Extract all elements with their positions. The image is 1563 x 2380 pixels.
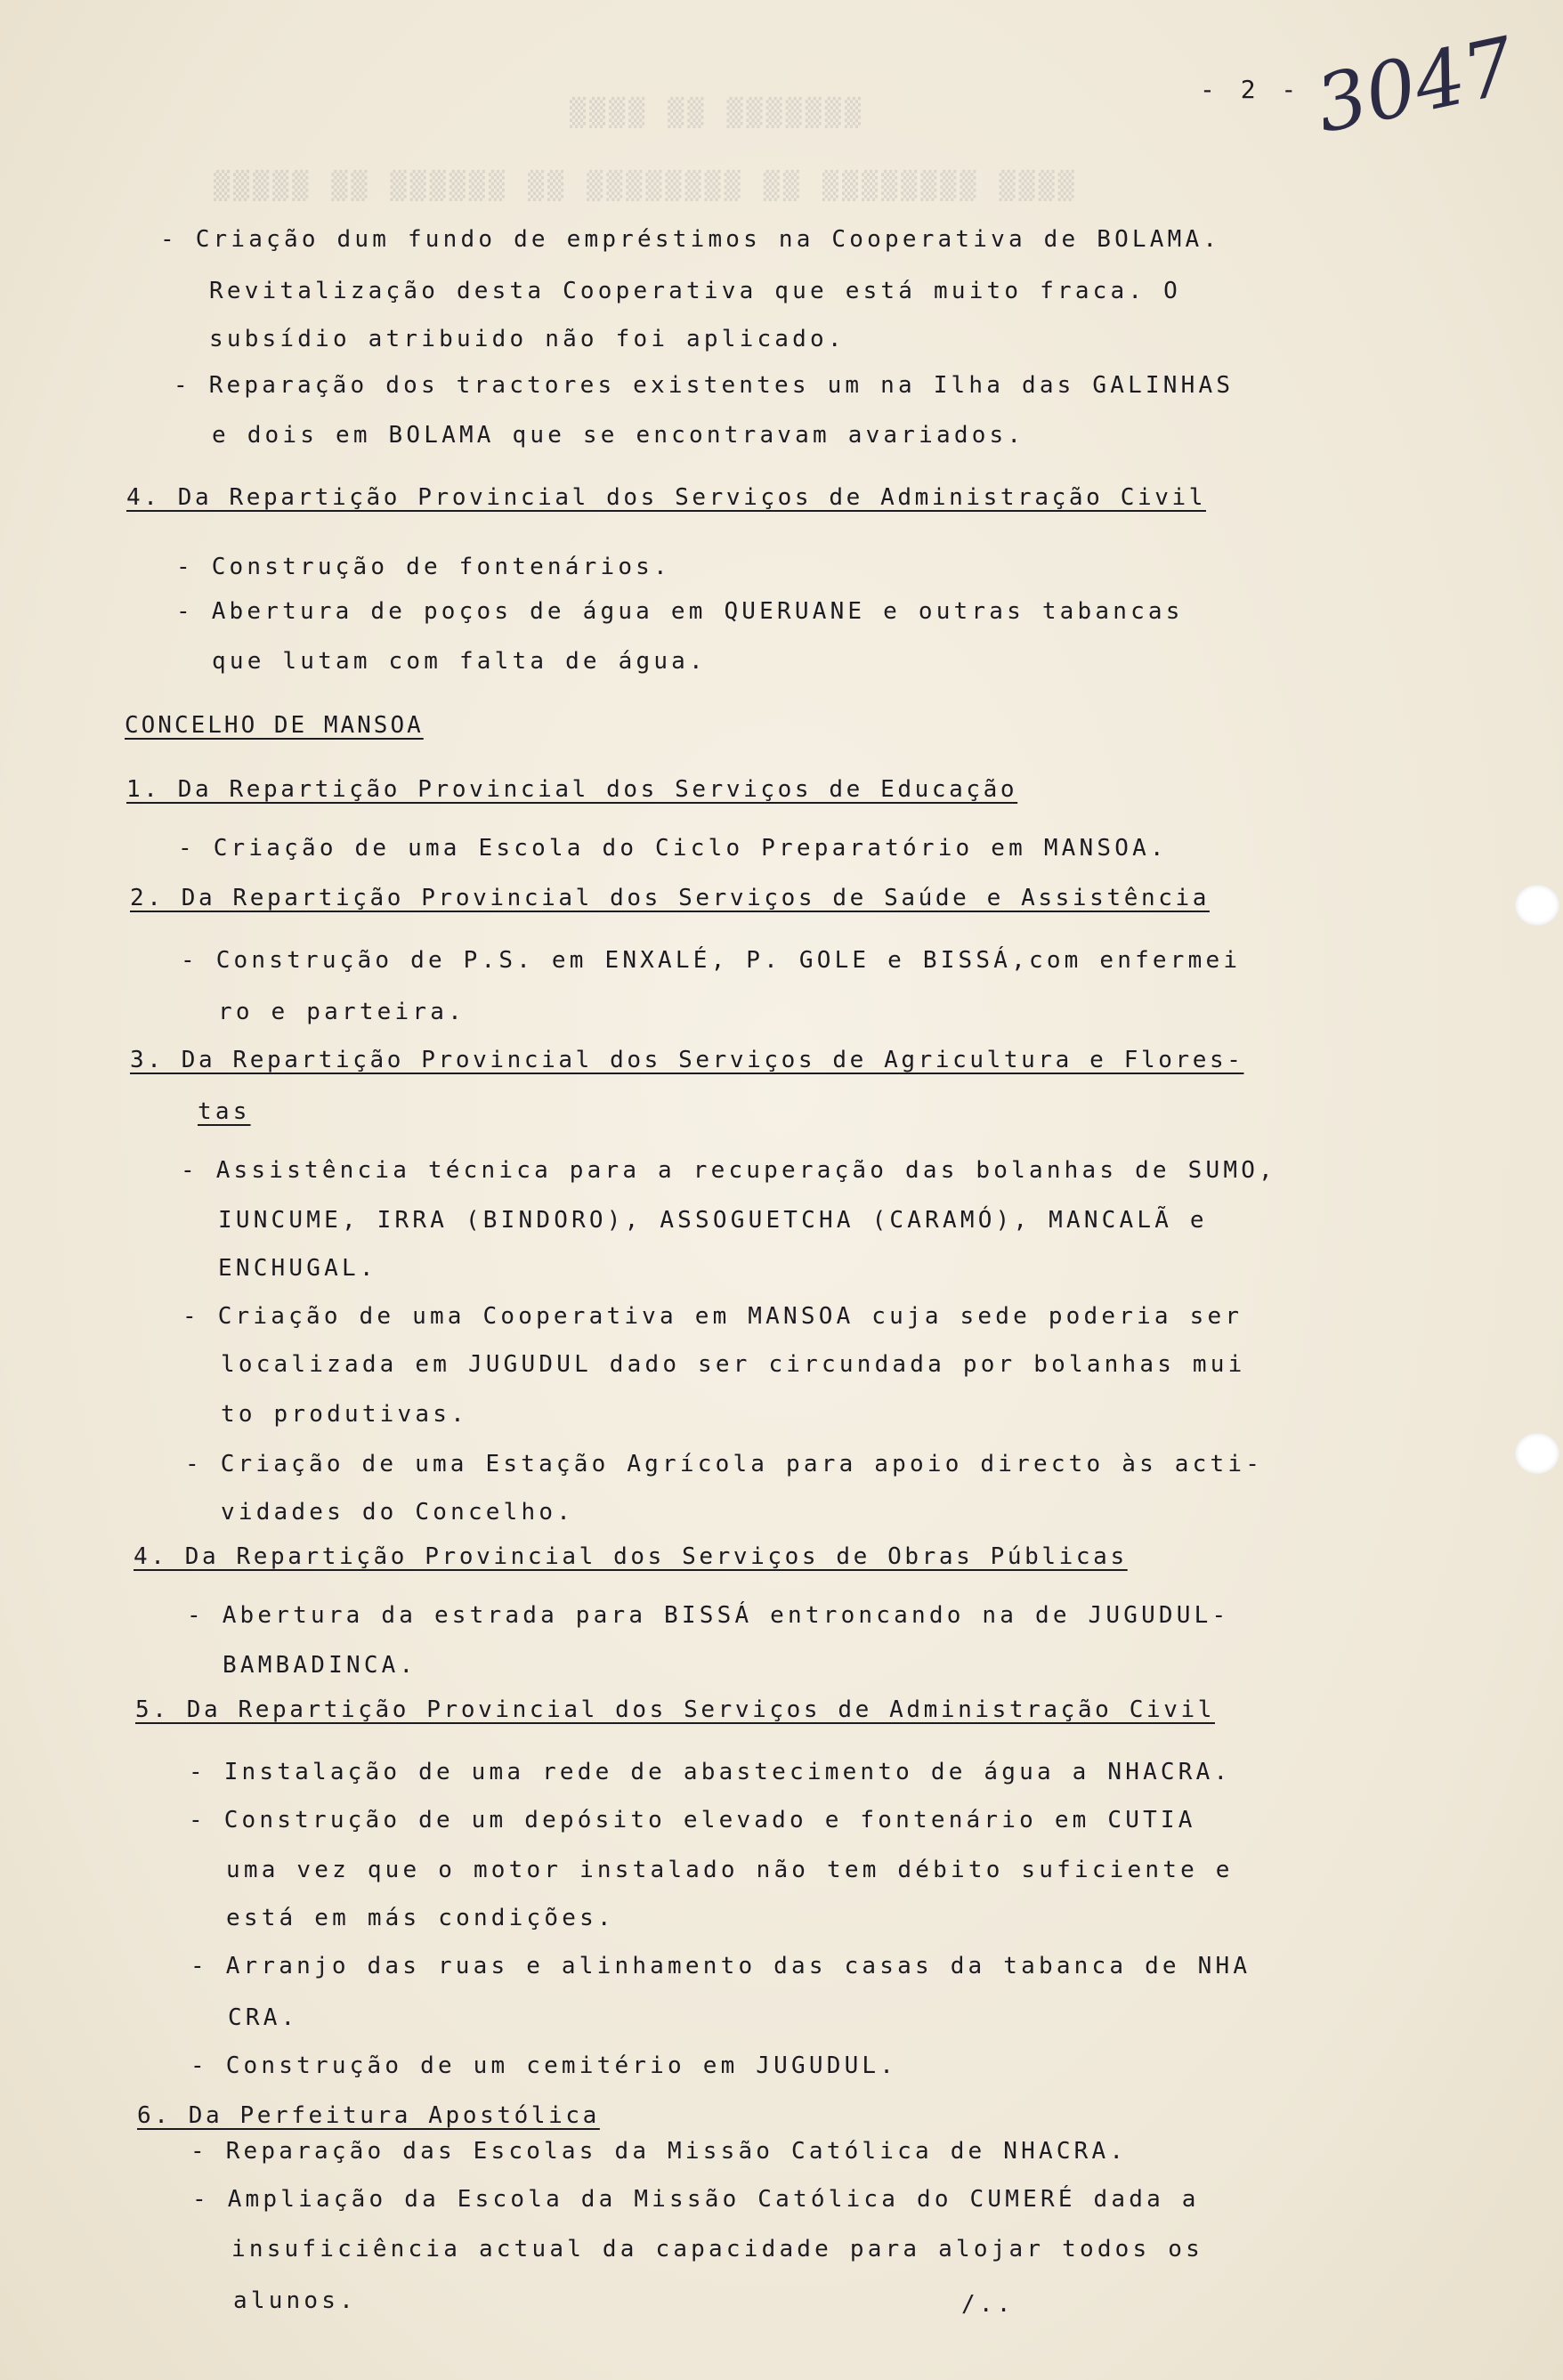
list-item-continuation: IUNCUME, IRRA (BINDORO), ASSOGUETCHA (CARAMÓ), MANCALÃ e: [218, 1207, 1208, 1234]
handwritten-page-number: 3047: [1308, 19, 1523, 151]
list-item: - Assistência técnica para a recuperação das bolanhas de SUMO,: [181, 1157, 1276, 1184]
list-item: - Criação de uma Escola do Ciclo Preparatório em MANSOA.: [178, 835, 1168, 862]
list-item-continuation: subsídio atribuido não foi aplicado.: [209, 326, 846, 352]
concelho-title: CONCELHO DE MANSOA: [125, 712, 424, 739]
list-item-continuation: e dois em BOLAMA que se encontravam avariados.: [212, 422, 1025, 449]
list-item-continuation: ENCHUGAL.: [218, 1255, 377, 1282]
page-number: - 2 -: [1200, 75, 1302, 104]
list-item-continuation: está em más condições.: [226, 1905, 615, 1931]
list-item-continuation: alunos.: [233, 2287, 357, 2314]
list-item: - Criação dum fundo de empréstimos na Cooperativa de BOLAMA.: [160, 226, 1221, 253]
list-item: - Construção de P.S. em ENXALÉ, P. GOLE e BISSÁ,com enfermei: [181, 947, 1242, 974]
section-heading: 4. Da Repartição Provincial dos Serviços de Administração Civil: [126, 484, 1206, 511]
punch-hole: [1515, 1433, 1559, 1474]
list-item-continuation: ro e parteira.: [218, 999, 466, 1025]
list-item-continuation: Revitalização desta Cooperativa que está muito fraca. O: [209, 278, 1181, 304]
punch-hole: [1515, 885, 1559, 926]
bleed-through-mark: ▒▒▒▒▒ ▒▒ ▒▒▒▒▒▒ ▒▒ ▒▒▒▒▒▒▒▒ ▒▒ ▒▒▒▒▒▒▒▒ ▒▒▒▒: [214, 169, 1078, 200]
list-item: - Reparação das Escolas da Missão Católica de NHACRA.: [190, 2138, 1128, 2165]
list-item: - Criação de uma Cooperativa em MANSOA cuja sede poderia ser: [182, 1303, 1243, 1330]
list-item-continuation: to produtivas.: [221, 1401, 468, 1428]
section-heading-continuation: tas: [198, 1098, 251, 1125]
list-item-continuation: BAMBADINCA.: [223, 1652, 417, 1679]
list-item: - Arranjo das ruas e alinhamento das casas da tabanca de NHA: [190, 1953, 1251, 1979]
continuation-mark: /..: [961, 2291, 1015, 2318]
section-heading: 4. Da Repartição Provincial dos Serviços de Obras Públicas: [134, 1543, 1128, 1570]
section-heading: 5. Da Repartição Provincial dos Serviços de Administração Civil: [135, 1696, 1215, 1723]
list-item: - Abertura de poços de água em QUERUANE e outras tabancas: [176, 598, 1184, 625]
list-item-continuation: localizada em JUGUDUL dado ser circundada por bolanhas mui: [221, 1351, 1246, 1378]
list-item: - Construção de fontenários.: [176, 554, 671, 580]
list-item: - Construção de um depósito elevado e fontenário em CUTIA: [189, 1807, 1196, 1834]
list-item: - Instalação de uma rede de abastecimento de água a NHACRA.: [189, 1759, 1232, 1785]
list-item: - Reparação dos tractores existentes um na Ilha das GALINHAS: [174, 372, 1235, 399]
list-item-continuation: que lutam com falta de água.: [212, 648, 707, 675]
bleed-through-mark: ▒▒▒▒ ▒▒ ▒▒▒▒▒▒▒: [570, 96, 864, 127]
list-item: - Criação de uma Estação Agrícola para apoio directo às acti-: [185, 1451, 1264, 1477]
list-item-continuation: vidades do Concelho.: [221, 1499, 575, 1526]
section-heading: 3. Da Repartição Provincial dos Serviços de Agricultura e Flores-: [130, 1047, 1244, 1073]
section-heading: 6. Da Perfeitura Apostólica: [137, 2102, 600, 2129]
list-item: - Construção de um cemitério em JUGUDUL.: [190, 2052, 898, 2079]
list-item: - Abertura da estrada para BISSÁ entroncando na de JUGUDUL-: [187, 1602, 1230, 1629]
list-item-continuation: CRA.: [228, 2004, 299, 2031]
list-item-continuation: uma vez que o motor instalado não tem débito suficiente e: [226, 1857, 1234, 1883]
section-heading: 2. Da Repartição Provincial dos Serviços de Saúde e Assistência: [130, 885, 1210, 911]
section-heading: 1. Da Repartição Provincial dos Serviços de Educação: [126, 776, 1018, 803]
list-item: - Ampliação da Escola da Missão Católica do CUMERÉ dada a: [192, 2186, 1200, 2213]
list-item-continuation: insuficiência actual da capacidade para alojar todos os: [231, 2236, 1203, 2263]
